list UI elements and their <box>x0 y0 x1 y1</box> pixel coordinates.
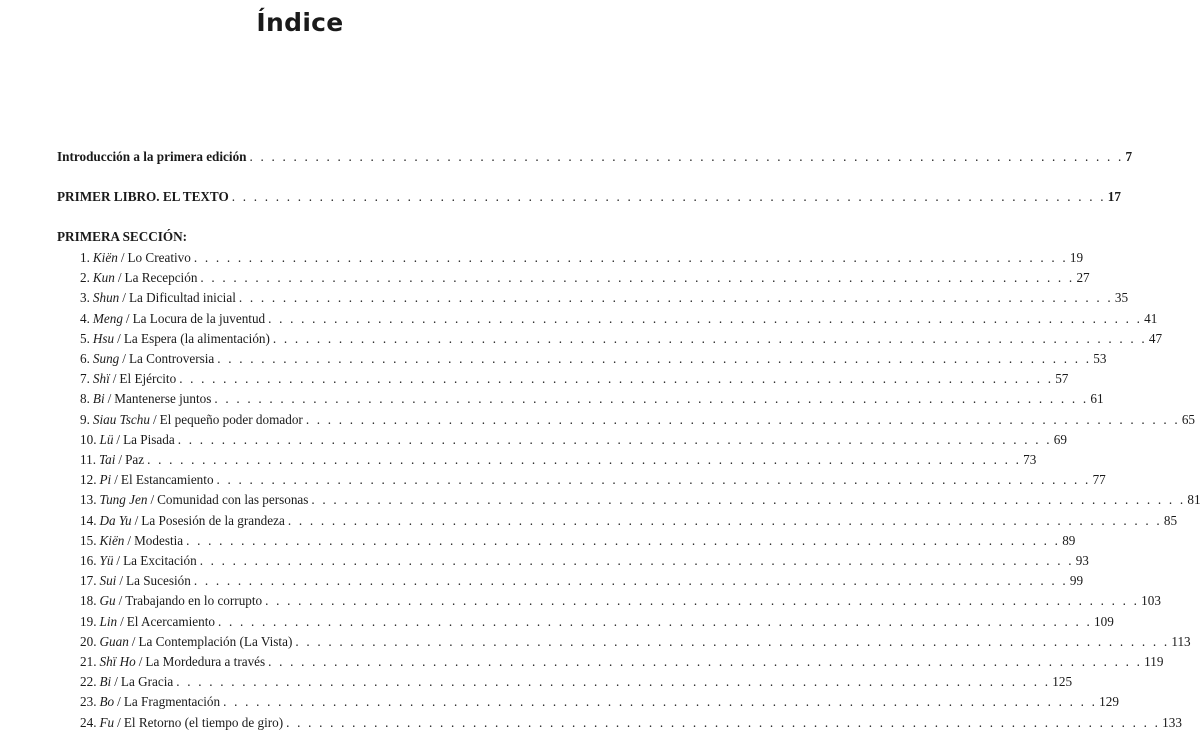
toc-chapter-entry[interactable] <box>80 512 1178 530</box>
chapter-name: Shï <box>92 371 110 387</box>
chapter-separator: / <box>107 391 112 407</box>
dot-leader: . . . . . . . . . . . . . . . . . . . . . . . . . . . . . . . . . . . . . . . . . . . . . . . . . . . . . . . . . . . . . . . . . . . . . . . . . . . . . . . . <box>249 149 1124 164</box>
chapter-name: Kiën <box>99 532 125 548</box>
chapter-separator: / <box>116 431 121 447</box>
toc-chapter-entry[interactable] <box>80 693 1119 711</box>
chapter-title: El pequeño poder domador <box>159 411 303 427</box>
chapter-separator: / <box>150 492 155 508</box>
chapter-number: 3. <box>80 290 90 306</box>
chapter-text <box>80 471 214 489</box>
chapter-page: 99 <box>1069 573 1084 589</box>
chapter-number: 11. <box>80 452 96 467</box>
chapter-page: 85 <box>1163 512 1178 528</box>
toc-chapter-entry[interactable] <box>80 714 1182 732</box>
chapter-number: 8. <box>80 391 90 407</box>
chapter-number: 17. <box>80 573 97 589</box>
chapter-name: Bo <box>99 694 115 710</box>
chapter-separator: / <box>125 310 130 326</box>
dot-leader: . . . . . . . . . . . . . . . . . . . . . . . . . . . . . . . . . . . . . . . . . . . . . . . . . . . . . . . . . . . . . . . . . . . . . . . . . . . . . . . . <box>214 391 1089 407</box>
chapter-text <box>80 572 191 590</box>
chapter-number: 18. <box>80 593 97 609</box>
chapter-page: 93 <box>1075 553 1089 568</box>
chapter-text <box>80 370 176 388</box>
chapter-number: 12. <box>80 472 97 488</box>
chapter-number: 20. <box>80 633 97 649</box>
chapter-separator: / <box>127 532 132 548</box>
chapter-page: 53 <box>1093 351 1107 366</box>
chapter-page: 61 <box>1090 391 1104 407</box>
chapter-page: 47 <box>1148 330 1163 346</box>
page-title: Índice <box>256 8 344 37</box>
dot-leader: . . . . . . . . . . . . . . . . . . . . . . . . . . . . . . . . . . . . . . . . . . . . . . . . . . . . . . . . . . . . . . . . . . . . . . . . . . . . . . . . <box>305 411 1180 427</box>
chapter-page: 89 <box>1062 532 1076 548</box>
toc-chapter-entry[interactable] <box>80 633 1191 651</box>
chapter-name: Siau Tschu <box>92 411 150 427</box>
chapter-text <box>80 310 265 328</box>
toc-chapter-entry[interactable] <box>80 310 1158 328</box>
dot-leader: . . . . . . . . . . . . . . . . . . . . . . . . . . . . . . . . . . . . . . . . . . . . . . . . . . . . . . . . . . . . . . . . . . . . . . . . . . . . . . . . <box>177 431 1052 447</box>
chapter-separator: / <box>117 714 121 730</box>
toc-chapter-entry[interactable] <box>80 552 1089 570</box>
chapter-title: Lo Creativo <box>127 250 191 265</box>
chapter-title: El Ejército <box>119 371 177 387</box>
chapter-title: Modestia <box>134 532 184 548</box>
chapter-number: 23. <box>80 694 97 710</box>
chapter-page: 65 <box>1181 411 1196 427</box>
chapter-title: El Acercamiento <box>126 613 215 629</box>
chapter-page: 109 <box>1094 613 1114 629</box>
chapter-name: Shun <box>92 290 120 306</box>
dot-leader: . . . . . . . . . . . . . . . . . . . . . . . . . . . . . . . . . . . . . . . . . . . . . . . . . . . . . . . . . . . . . . . . . . . . . . . . . . . . . . . . <box>265 593 1140 609</box>
chapter-title: La Pisada <box>123 431 175 447</box>
chapter-separator: / <box>116 553 121 568</box>
chapter-page: 125 <box>1052 674 1073 690</box>
chapter-text <box>80 411 303 429</box>
chapter-name: Shï Ho <box>99 654 136 669</box>
dot-leader: . . . . . . . . . . . . . . . . . . . . . . . . . . . . . . . . . . . . . . . . . . . . . . . . . . . . . . . . . . . . . . . . . . . . . . . . . . . . . . . . <box>268 310 1143 326</box>
toc-entry-page: 7 <box>1125 149 1133 164</box>
chapter-title: Mantenerse juntos <box>114 391 212 407</box>
chapter-separator: / <box>114 472 118 488</box>
chapter-title: La Espera (la alimentación) <box>123 330 270 346</box>
chapter-page: 57 <box>1055 371 1069 387</box>
toc-chapter-entry[interactable] <box>80 330 1163 348</box>
dot-leader: . . . . . . . . . . . . . . . . . . . . . . . . . . . . . . . . . . . . . . . . . . . . . . . . . . . . . . . . . . . . . . . . . . . . . . . . . . . . . . . . <box>231 189 1106 204</box>
chapter-page: 41 <box>1144 310 1158 326</box>
toc-chapter-entry[interactable] <box>80 350 1107 368</box>
toc-chapter-entry[interactable] <box>80 431 1067 449</box>
dot-leader: . . . . . . . . . . . . . . . . . . . . . . . . . . . . . . . . . . . . . . . . . . . . . . . . . . . . . . . . . . . . . . . . . . . . . . . . . . . . . . . . <box>147 452 1022 467</box>
chapter-title: La Excitación <box>123 553 197 568</box>
chapter-name: Tung Jen <box>99 492 148 508</box>
chapter-text <box>80 633 292 651</box>
chapter-number: 16. <box>80 553 97 568</box>
dot-leader: . . . . . . . . . . . . . . . . . . . . . . . . . . . . . . . . . . . . . . . . . . . . . . . . . . . . . . . . . . . . . . . . . . . . . . . . . . . . . . . . <box>216 472 1091 488</box>
chapter-separator: / <box>117 330 121 346</box>
chapter-title: La Controversia <box>128 351 215 366</box>
chapter-number: 7. <box>80 371 90 387</box>
chapter-separator: / <box>119 573 124 589</box>
chapter-separator: / <box>118 452 123 467</box>
chapter-title: La Mordedura a través <box>145 654 266 669</box>
chapter-number: 13. <box>80 492 97 508</box>
chapter-number: 15. <box>80 532 97 548</box>
toc-chapter-entry[interactable] <box>80 592 1161 610</box>
chapter-text <box>80 592 262 610</box>
chapter-text <box>80 532 183 550</box>
chapter-title: El Estancamiento <box>120 472 214 488</box>
chapter-text <box>80 552 197 570</box>
chapter-text <box>80 431 175 449</box>
chapter-number: 2. <box>80 270 90 286</box>
toc-chapter-entry[interactable] <box>80 673 1073 691</box>
chapter-separator: / <box>117 694 121 710</box>
chapter-name: Lü <box>99 431 114 447</box>
chapter-page: 27 <box>1076 270 1090 286</box>
dot-leader: . . . . . . . . . . . . . . . . . . . . . . . . . . . . . . . . . . . . . . . . . . . . . . . . . . . . . . . . . . . . . . . . . . . . . . . . . . . . . . . . <box>218 613 1093 629</box>
chapter-separator: / <box>131 633 136 649</box>
chapter-separator: / <box>152 411 157 427</box>
chapter-title: Comunidad con las personas <box>157 492 309 508</box>
chapter-name: Meng <box>92 310 123 326</box>
dot-leader: . . . . . . . . . . . . . . . . . . . . . . . . . . . . . . . . . . . . . . . . . . . . . . . . . . . . . . . . . . . . . . . . . . . . . . . . . . . . . . . . <box>295 633 1170 649</box>
toc-chapter-entry[interactable] <box>80 532 1076 550</box>
chapter-separator: / <box>118 593 123 609</box>
dot-leader: . . . . . . . . . . . . . . . . . . . . . . . . . . . . . . . . . . . . . . . . . . . . . . . . . . . . . . . . . . . . . . . . . . . . . . . . . . . . . . . . <box>287 512 1162 528</box>
chapter-name: Hsu <box>92 330 115 346</box>
dot-leader: . . . . . . . . . . . . . . . . . . . . . . . . . . . . . . . . . . . . . . . . . . . . . . . . . . . . . . . . . . . . . . . . . . . . . . . . . . . . . . . . <box>268 654 1143 669</box>
chapter-name: Tai <box>99 452 116 467</box>
dot-leader: . . . . . . . . . . . . . . . . . . . . . . . . . . . . . . . . . . . . . . . . . . . . . . . . . . . . . . . . . . . . . . . . . . . . . . . . . . . . . . . . <box>238 290 1113 306</box>
chapter-title: La Gracia <box>120 674 174 690</box>
chapter-name: Fu <box>99 714 115 730</box>
chapter-name: Yü <box>99 553 114 568</box>
chapter-name: Pi <box>99 472 112 488</box>
chapter-text <box>80 653 265 671</box>
dot-leader: . . . . . . . . . . . . . . . . . . . . . . . . . . . . . . . . . . . . . . . . . . . . . . . . . . . . . . . . . . . . . . . . . . . . . . . . . . . . . . . . <box>272 330 1147 346</box>
dot-leader: . . . . . . . . . . . . . . . . . . . . . . . . . . . . . . . . . . . . . . . . . . . . . . . . . . . . . . . . . . . . . . . . . . . . . . . . . . . . . . . . <box>217 351 1092 366</box>
chapter-page: 81 <box>1187 492 1201 508</box>
toc-chapter-entry[interactable] <box>80 572 1084 590</box>
dot-leader: . . . . . . . . . . . . . . . . . . . . . . . . . . . . . . . . . . . . . . . . . . . . . . . . . . . . . . . . . . . . . . . . . . . . . . . . . . . . . . . . <box>199 553 1074 568</box>
chapter-text <box>80 714 283 732</box>
chapter-number: 5. <box>80 330 90 346</box>
toc-chapter-entry[interactable] <box>80 653 1164 671</box>
dot-leader: . . . . . . . . . . . . . . . . . . . . . . . . . . . . . . . . . . . . . . . . . . . . . . . . . . . . . . . . . . . . . . . . . . . . . . . . . . . . . . . . <box>223 694 1098 710</box>
chapter-text <box>80 613 215 631</box>
chapter-number: 1. <box>80 250 90 265</box>
section-heading: PRIMERA SECCIÓN: <box>57 229 188 244</box>
chapter-separator: / <box>120 250 125 265</box>
chapter-text <box>80 491 308 509</box>
toc-chapter-entry[interactable] <box>80 613 1114 631</box>
chapter-text <box>80 289 236 307</box>
dot-leader: . . . . . . . . . . . . . . . . . . . . . . . . . . . . . . . . . . . . . . . . . . . . . . . . . . . . . . . . . . . . . . . . . . . . . . . . . . . . . . . . <box>193 573 1068 589</box>
chapter-text <box>80 673 173 691</box>
chapter-name: Lin <box>99 613 118 629</box>
chapter-number: 21. <box>80 654 97 669</box>
chapter-separator: / <box>122 290 126 306</box>
chapter-page: 113 <box>1171 633 1191 649</box>
chapter-number: 9. <box>80 411 90 427</box>
chapter-page: 69 <box>1053 431 1067 447</box>
chapter-name: Gu <box>99 593 116 609</box>
chapter-separator: / <box>117 270 122 286</box>
chapter-page: 119 <box>1144 654 1164 669</box>
chapter-separator: / <box>122 351 126 366</box>
chapter-page: 19 <box>1069 250 1084 265</box>
chapter-number: 4. <box>80 310 90 326</box>
chapter-separator: / <box>114 674 118 690</box>
dot-leader: . . . . . . . . . . . . . . . . . . . . . . . . . . . . . . . . . . . . . . . . . . . . . . . . . . . . . . . . . . . . . . . . . . . . . . . . . . . . . . . . <box>200 270 1075 286</box>
chapter-title: La Fragmentación <box>123 694 221 710</box>
dot-leader: . . . . . . . . . . . . . . . . . . . . . . . . . . . . . . . . . . . . . . . . . . . . . . . . . . . . . . . . . . . . . . . . . . . . . . . . . . . . . . . . <box>176 674 1051 690</box>
chapter-number: 24. <box>80 714 97 730</box>
chapter-number: 22. <box>80 674 97 690</box>
chapter-name: Guan <box>99 633 129 649</box>
toc-entry-label: Introducción a la primera edición <box>57 149 247 164</box>
chapter-page: 77 <box>1092 472 1106 488</box>
dot-leader: . . . . . . . . . . . . . . . . . . . . . . . . . . . . . . . . . . . . . . . . . . . . . . . . . . . . . . . . . . . . . . . . . . . . . . . . . . . . . . . . <box>179 371 1054 387</box>
chapter-separator: / <box>112 371 117 387</box>
chapter-title: La Posesión de la grandeza <box>141 512 285 528</box>
dot-leader: . . . . . . . . . . . . . . . . . . . . . . . . . . . . . . . . . . . . . . . . . . . . . . . . . . . . . . . . . . . . . . . . . . . . . . . . . . . . . . . . <box>311 492 1186 508</box>
toc-entry[interactable] <box>57 188 1121 206</box>
chapter-title: La Sucesión <box>126 573 191 589</box>
chapter-number: 14. <box>80 512 97 528</box>
chapter-text <box>80 693 220 711</box>
chapter-name: Bi <box>92 391 105 407</box>
toc-chapter-entry[interactable] <box>80 249 1084 267</box>
chapter-text <box>80 512 285 530</box>
chapter-page: 103 <box>1141 593 1161 609</box>
toc-chapter-entry[interactable] <box>80 269 1090 287</box>
chapter-separator: / <box>138 654 143 669</box>
toc-chapter-entry[interactable] <box>80 289 1129 307</box>
chapter-page: 133 <box>1162 714 1182 730</box>
toc-chapter-entry[interactable] <box>80 390 1104 408</box>
chapter-title: La Recepción <box>124 270 198 286</box>
toc-chapter-entry[interactable] <box>80 411 1196 429</box>
chapter-page: 73 <box>1023 452 1037 467</box>
chapter-name: Kun <box>92 270 115 286</box>
chapter-title: La Dificultad inicial <box>128 290 236 306</box>
chapter-text <box>80 451 144 469</box>
toc-entry-label: PRIMER LIBRO. EL TEXTO <box>57 189 229 204</box>
chapter-name: Sui <box>99 573 117 589</box>
chapter-separator: / <box>120 613 124 629</box>
chapter-name: Bi <box>99 674 112 690</box>
chapter-text <box>80 390 211 408</box>
toc-chapter-entry[interactable] <box>80 370 1069 388</box>
chapter-name: Da Yu <box>99 512 132 528</box>
dot-leader: . . . . . . . . . . . . . . . . . . . . . . . . . . . . . . . . . . . . . . . . . . . . . . . . . . . . . . . . . . . . . . . . . . . . . . . . . . . . . . . . <box>186 532 1061 548</box>
toc-chapter-entry[interactable] <box>80 491 1201 509</box>
chapter-separator: / <box>134 512 139 528</box>
chapter-text <box>80 269 197 287</box>
chapter-text <box>80 330 270 348</box>
chapter-text <box>80 350 214 368</box>
toc-chapter-entry[interactable] <box>80 471 1106 489</box>
chapter-title: Trabajando en lo corrupto <box>125 593 263 609</box>
toc-entry-page: 17 <box>1107 189 1121 204</box>
chapter-page: 35 <box>1114 290 1129 306</box>
chapter-title: Paz <box>125 452 145 467</box>
chapter-title: La Locura de la juventud <box>132 310 266 326</box>
dot-leader: . . . . . . . . . . . . . . . . . . . . . . . . . . . . . . . . . . . . . . . . . . . . . . . . . . . . . . . . . . . . . . . . . . . . . . . . . . . . . . . . <box>193 250 1068 265</box>
chapter-number: 10. <box>80 431 97 447</box>
chapter-title: El Retorno (el tiempo de giro) <box>123 714 284 730</box>
chapter-text <box>80 249 191 267</box>
chapter-name: Kiën <box>92 250 118 265</box>
chapter-number: 6. <box>80 351 90 366</box>
chapter-number: 19. <box>80 613 97 629</box>
chapter-page: 129 <box>1099 694 1119 710</box>
chapter-name: Sung <box>92 351 120 366</box>
chapter-title: La Contemplación (La Vista) <box>138 633 293 649</box>
toc-entry[interactable] <box>57 148 1133 166</box>
dot-leader: . . . . . . . . . . . . . . . . . . . . . . . . . . . . . . . . . . . . . . . . . . . . . . . . . . . . . . . . . . . . . . . . . . . . . . . . . . . . . . . . <box>286 714 1161 730</box>
toc-chapter-entry[interactable] <box>80 451 1037 469</box>
